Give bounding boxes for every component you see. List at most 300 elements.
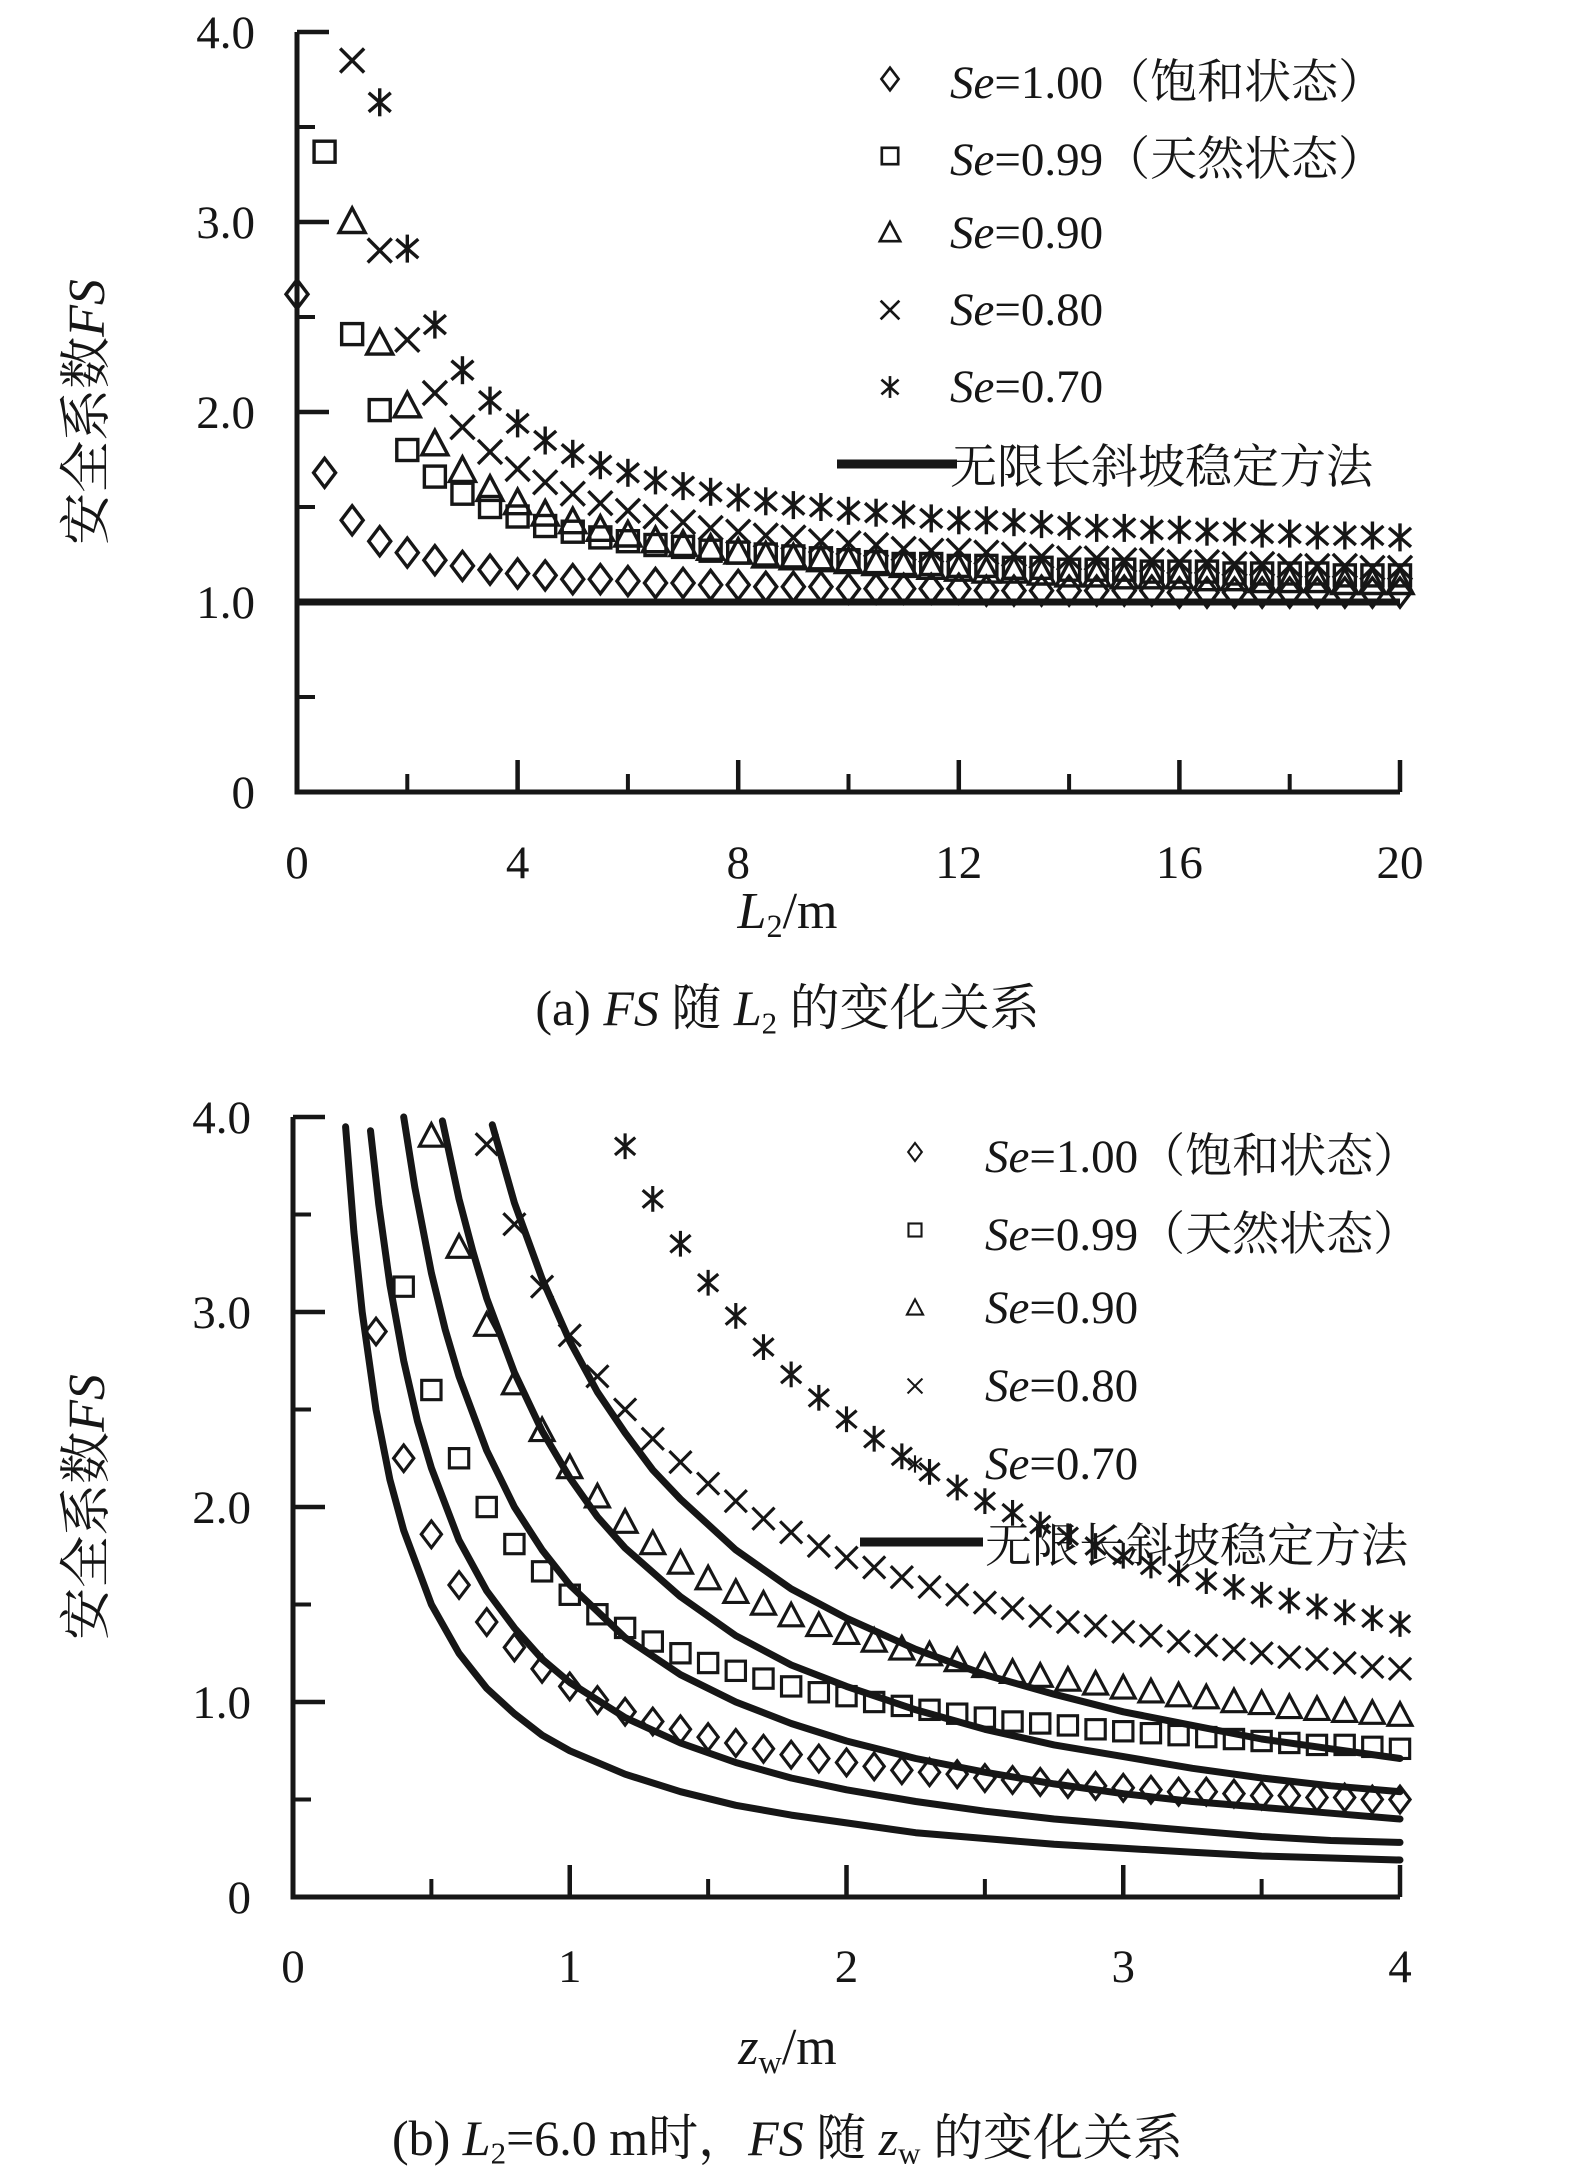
x-tick-label: 0 [281,1941,305,1993]
diamond-point [836,1749,856,1776]
square-shape [477,1497,496,1516]
y-tick-label: 4.0 [196,7,255,59]
legend-diamond [908,1143,922,1161]
triangle-point [613,1510,637,1533]
diamond-point [864,1753,884,1780]
diamond-point [451,551,473,580]
legend-label-a-4 [950,360,1103,414]
caption-b-seg-2: 2 [490,2135,507,2171]
legend-cross [881,300,900,319]
diamond-shape [698,1724,718,1751]
triangle-shape [1167,1683,1191,1706]
x-axis-title-a [0,882,1575,945]
y-tick-label: 0 [231,767,255,819]
square-point [532,1562,551,1581]
legend-label-b-3-seg-0: Se [985,1360,1030,1412]
cross-point [1334,1652,1356,1674]
cross-icon [845,288,950,332]
cross-icon-svg [845,1364,985,1408]
legend-item-b-0 [845,1113,1420,1191]
square-point [671,1644,690,1663]
legend-item-a-3 [845,271,1385,348]
triangle-icon [845,211,950,255]
diamond-shape [449,1572,469,1599]
legend-label-b-2-seg-0: Se [985,1282,1030,1334]
cross-point [1029,1605,1051,1627]
triangle-point [1194,1685,1218,1708]
y-tick-label: 2.0 [192,1482,251,1534]
y-axis-title-b [58,1277,118,1737]
asterisk-point [1058,512,1080,540]
square-icon-svg [845,1208,985,1252]
caption-b-seg-6: z [878,2110,899,2166]
triangle-shape [1388,1703,1412,1726]
triangle-point [696,1566,720,1589]
diamond-shape [881,67,898,90]
asterisk-point [617,459,639,487]
diamond-point [698,1724,718,1751]
triangle-point [394,392,420,417]
triangle-icon [845,1286,985,1330]
diamond-icon [845,57,950,101]
asterisk-point [1361,522,1383,550]
cross-point [1195,1634,1217,1656]
diamond-shape [424,546,446,575]
line-icon [845,442,950,486]
triangle-shape [779,1603,803,1626]
square-shape [422,1380,441,1399]
asterisk-icon [845,365,950,409]
asterisk-point [893,501,915,529]
asterisk-point [1306,522,1328,550]
triangle-shape [696,1566,720,1589]
legend-item-a-1 [845,117,1385,194]
caption-b-seg-3: =6.0 m时， [506,2110,749,2166]
square-shape [1086,1720,1105,1739]
triangle-point [752,1592,776,1615]
asterisk-point [451,356,473,384]
caption-a-seg-5: 的变化关系 [777,980,1040,1036]
asterisk-point [755,487,777,515]
legend-label-b-0-seg-0: Se [985,1130,1030,1183]
legend-triangle [880,222,900,241]
cross-point [561,482,585,506]
x-title-a-seg-0: L [737,883,767,940]
y-title-b-seg-0: 安全系数 [59,1431,116,1640]
square-point [369,400,390,421]
diamond-point [892,1757,912,1784]
square-shape [532,1562,551,1581]
diamond-point [726,1730,746,1757]
diamond-point [314,458,336,487]
legend-label-a-1-seg-0: Se [950,134,995,186]
legend-label-a-1 [950,122,1385,189]
asterisk-point [1086,514,1108,542]
legend-label-a-0 [950,45,1385,112]
diamond-shape [700,570,722,599]
asterisk-point [479,387,501,415]
triangle-shape [880,222,900,241]
asterisk-point [369,88,391,116]
triangle-shape [1056,1668,1080,1691]
asterisk-point [1389,523,1411,551]
y-tick-label: 1.0 [196,577,255,629]
diamond-point [810,572,832,601]
cross-point [1057,1611,1079,1633]
triangle-icon-svg [845,211,950,255]
y-tick-label: 2.0 [196,387,255,439]
triangle-point [422,430,448,455]
triangle-point [807,1613,831,1636]
asterisk-point [920,504,942,532]
cross-point [1278,554,1302,578]
asterisk-point [700,478,722,506]
triangle-point [1388,1703,1412,1726]
x-tick-label: 16 [1155,837,1203,889]
legend-label-a-2-seg-0: Se [950,206,995,259]
diamond-shape [562,565,584,594]
caption-b-seg-8: 的变化关系 [920,2110,1184,2166]
diamond-point [781,1741,801,1768]
x-tick-label: 1 [558,1941,582,1993]
diamond-shape [394,1445,414,1472]
x-tick-label: 20 [1376,837,1424,889]
triangle-shape [419,1124,443,1147]
triangle-shape [1333,1699,1357,1722]
diamond-shape [534,561,556,590]
caption-b-seg-0: (b) [391,2110,463,2166]
asterisk-point [726,1303,746,1329]
asterisk-point [753,1334,773,1360]
y-tick-label: 1.0 [192,1677,251,1729]
legend-triangle [907,1299,923,1314]
triangle-shape [422,430,448,455]
caption-b-seg-4: FS [748,2110,804,2166]
asterisk-point [1252,1582,1272,1608]
diamond-point [700,570,722,599]
asterisk-point [562,440,584,468]
diamond-shape [755,572,777,601]
legend-label-a-3-seg-0: Se [950,283,995,336]
square-shape [754,1669,773,1688]
diamond-shape [369,527,391,556]
legend-item-b-4 [845,1425,1420,1503]
cross-point [423,381,447,405]
cross-point [1140,1625,1162,1647]
y-tick-label: 3.0 [192,1287,251,1339]
legend-item-a-5 [845,425,1385,502]
diamond-shape [781,1741,801,1768]
square-point [1031,1714,1050,1733]
cross-point [1305,554,1329,578]
square-point [449,1449,468,1468]
triangle-point [1250,1691,1274,1714]
square-shape [342,324,363,345]
legend-label-b-1-seg-1: =0.99（天然状态） [1029,1208,1421,1261]
square-shape [397,440,418,461]
asterisk-point [810,493,832,521]
diamond-point [507,559,529,588]
asterisk-point [1224,518,1246,546]
square-point [314,141,335,162]
diamond-point [341,506,363,535]
asterisk-point [644,466,666,494]
legend-label-b-1 [985,1197,1420,1264]
square-shape [394,1277,413,1296]
square-point [726,1661,745,1680]
diamond-point [589,565,611,594]
triangle-point [724,1580,748,1603]
square-point [342,324,363,345]
y-title-b-seg-1: FS [59,1374,116,1432]
legend-label-a-3-seg-1: =0.80 [994,283,1104,336]
legend-square [882,147,898,163]
diamond-shape [726,1730,746,1757]
diamond-shape [672,569,694,598]
legend-square [908,1223,921,1236]
x-title-a-seg-1: 2 [766,908,783,945]
legend-label-a-2-seg-1: =0.90 [994,206,1104,259]
diamond-point [369,527,391,556]
diamond-point [562,565,584,594]
asterisk-point [1196,518,1218,546]
square-shape [882,147,898,163]
triangle-shape [394,392,420,417]
asterisk-point [1334,522,1356,550]
x-title-b-seg-2: /m [781,2019,837,2076]
cross-point [1251,1642,1273,1664]
square-point [1058,1716,1077,1735]
legend-label-b-3 [985,1359,1138,1413]
x-title-text-a [738,882,838,945]
legend-asterisk [881,376,898,398]
triangle-point [339,208,365,233]
diamond-point [479,555,501,584]
x-title-b-seg-0: z [738,2019,759,2076]
triangle-point [1056,1668,1080,1691]
y-axis-title-a [58,182,118,642]
diamond-shape [421,1521,441,1548]
legend-asterisk [908,1455,922,1472]
diamond-shape [479,555,501,584]
x-tick-label: 12 [935,837,983,889]
cross-point [368,239,392,263]
square-icon-svg [845,134,950,178]
x-tick-label: 0 [285,837,309,889]
line-icon [845,1520,985,1564]
legend-a [845,40,1385,502]
square-point [1169,1725,1188,1744]
diamond-point [644,569,666,598]
triangle-point [1139,1679,1163,1702]
legend-label-a-2 [950,206,1103,260]
triangle-shape [1139,1679,1163,1702]
square-shape [1169,1725,1188,1744]
x-tick-label: 2 [834,1941,859,1993]
asterisk-point [781,1362,801,1388]
cross-point [1085,1615,1107,1637]
asterisk-point [1279,1588,1299,1614]
diamond-shape [727,570,749,599]
triangle-shape [1250,1691,1274,1714]
asterisk-point [1335,1599,1355,1625]
diamond-point [755,572,777,601]
x-title-a-seg-2: /m [782,883,838,940]
legend-label-b-1-seg-0: Se [985,1208,1030,1261]
square-shape [452,483,473,504]
cross-point [642,1428,664,1450]
triangle-shape [449,457,475,482]
asterisk-point [1113,514,1135,542]
triangle-point [1028,1664,1052,1687]
x-axis-title-b [0,2018,1575,2081]
diamond-icon [845,1130,985,1174]
triangle-shape [367,330,393,355]
cross-point [1278,1646,1300,1668]
square-shape [507,506,528,527]
square-shape [314,141,335,162]
square-shape [1058,1716,1077,1735]
diamond-shape [507,559,529,588]
diamond-point [617,567,639,596]
legend-item-a-2 [845,194,1385,271]
legend-label-a-5-seg-0: 无限长斜坡稳定方法 [950,442,1373,494]
triangle-shape [1194,1685,1218,1708]
triangle-point [641,1531,665,1554]
triangle-point [1333,1699,1357,1722]
triangle-point [449,457,475,482]
cross-point [974,1592,996,1614]
triangle-shape [1222,1689,1246,1712]
square-point [1003,1712,1022,1731]
triangle-point [1084,1672,1108,1695]
triangle-shape [1305,1697,1329,1720]
cross-icon-svg [845,288,950,332]
triangle-shape [1084,1672,1108,1695]
legend-label-a-4-seg-1: =0.70 [994,360,1104,413]
asterisk-icon [845,1442,985,1486]
triangle-point [419,1124,443,1147]
caption-a-seg-0: (a) [535,980,604,1036]
cross-point [533,470,557,494]
diamond-shape [892,1757,912,1784]
square-shape [1031,1714,1050,1733]
asterisk-point [727,484,749,512]
cross-point [340,49,364,73]
legend-label-b-4 [985,1437,1138,1491]
diamond-shape [782,572,804,601]
legend-b [845,1113,1420,1581]
diamond-shape [1279,1782,1299,1809]
diamond-point [672,569,694,598]
cross-point [506,457,530,481]
cross-point [808,1535,830,1557]
diamond-point [727,570,749,599]
triangle-shape [339,208,365,233]
cross-point [919,539,943,563]
asterisk-point [1168,516,1190,544]
cross-point [752,1508,774,1530]
asterisk-point [1362,1605,1382,1631]
cross-point [1389,1658,1411,1680]
asterisk-point [1031,510,1053,538]
diamond-shape [753,1735,773,1762]
caption-a-seg-1: FS [603,980,659,1036]
diamond-shape [836,1749,856,1776]
diamond-point [753,1735,773,1762]
asterisk-icon-svg [845,365,950,409]
line-icon-svg [845,1520,985,1564]
cross-point [1306,1648,1328,1670]
square-point [505,1534,524,1553]
cross-point [1002,543,1026,567]
triangle-shape [1277,1695,1301,1718]
square-point [394,1277,413,1296]
caption-a-seg-2: 随 [658,980,734,1036]
triangle-shape [1111,1675,1135,1698]
caption-b-seg-1: L [462,2110,491,2166]
diamond-point [782,572,804,601]
square-shape [726,1661,745,1680]
asterisk-point [672,472,694,500]
x-tick-label: 3 [1111,1941,1135,1993]
cross-point [395,328,419,352]
y-title-a-seg-0: 安全系数 [59,336,116,545]
square-shape [671,1644,690,1663]
square-point [424,466,445,487]
cross-point [450,415,474,439]
cross-point [1168,1631,1190,1653]
diamond-point [809,1745,829,1772]
asterisk-point [589,451,611,479]
cross-point [1223,1638,1245,1660]
asterisk-point [698,1270,718,1296]
legend-diamond [881,67,898,90]
legend-item-b-1 [845,1191,1420,1269]
asterisk-point [1390,1611,1410,1637]
diamond-shape [617,567,639,596]
asterisk-point [396,235,418,263]
square-point [698,1653,717,1672]
caption-b [0,2098,1575,2172]
cross-point [892,537,916,561]
legend-label-a-3 [950,283,1103,337]
x-title-text-b [738,2018,836,2081]
asterisk-point [1307,1594,1327,1620]
asterisk-point [670,1231,690,1257]
cross-point [780,1521,802,1543]
asterisk-point [1141,516,1163,544]
cross-point [1112,1621,1134,1643]
triangle-point [1277,1695,1301,1718]
cross-point [669,1451,691,1473]
diamond-shape [810,572,832,601]
asterisk-point [1251,520,1273,548]
diamond-icon-svg [845,1130,985,1174]
asterisk-point [782,491,804,519]
square-point [1141,1724,1160,1743]
triangle-shape [1028,1664,1052,1687]
legend-label-b-4-seg-0: Se [985,1438,1030,1490]
y-title-a-seg-1: FS [59,279,116,337]
square-point [781,1677,800,1696]
diamond-point [396,538,418,567]
triangle-shape [724,1580,748,1603]
diamond-shape [589,565,611,594]
triangle-point [1360,1701,1384,1724]
legend-item-b-2 [845,1269,1420,1347]
legend-label-b-3-seg-1: =0.80 [1029,1360,1139,1412]
